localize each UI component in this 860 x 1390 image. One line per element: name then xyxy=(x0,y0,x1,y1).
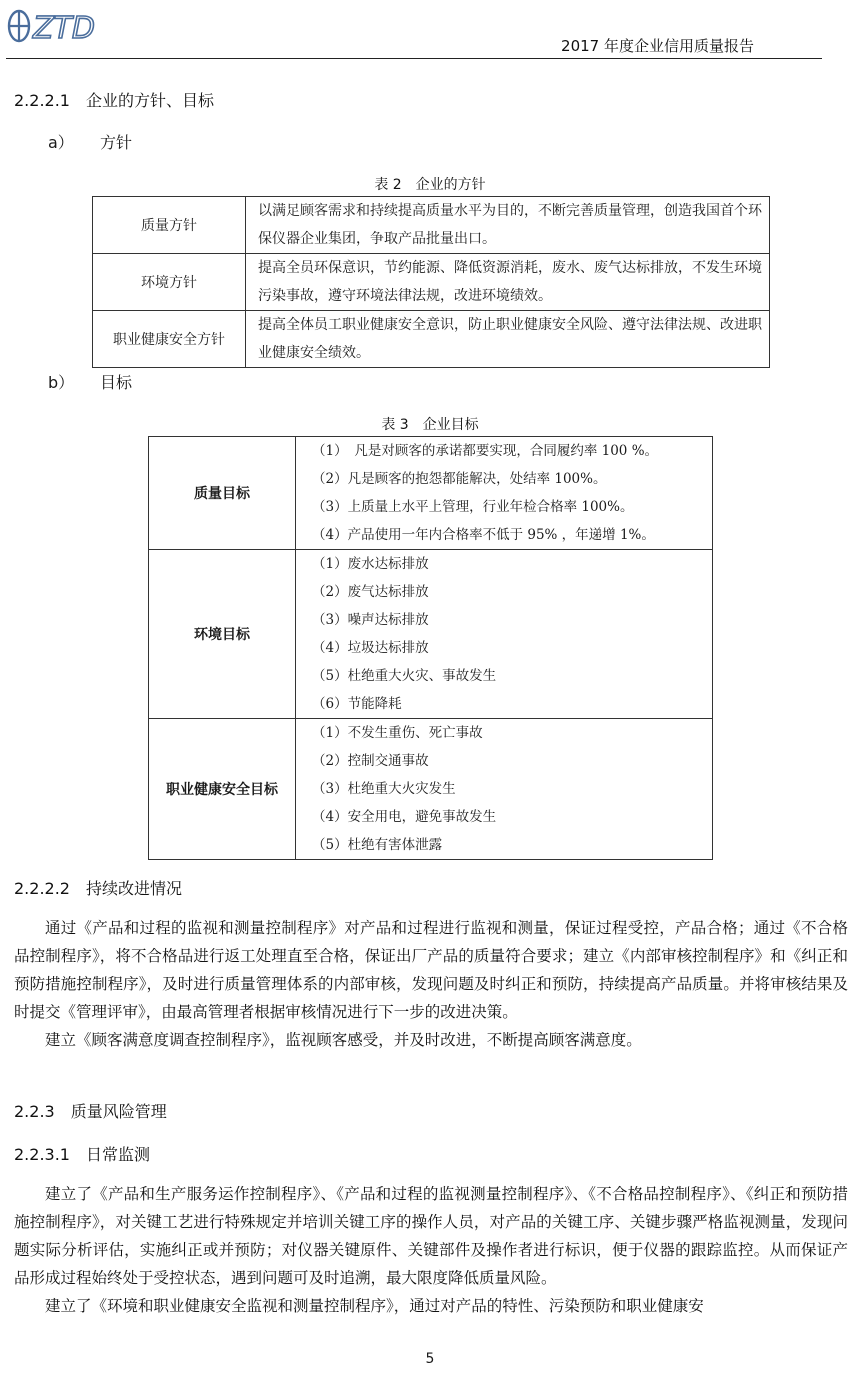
svg-text:ZTD: ZTD xyxy=(33,11,95,46)
sub-item-text: 方针 xyxy=(100,133,133,152)
policy-table xyxy=(92,196,770,368)
paragraph: 建立了《环境和职业健康安全监视和测量控制程序》，通过对产品的特性、污染预防和职业健康安 xyxy=(45,1297,704,1315)
ztd-logo-icon xyxy=(6,6,95,46)
objective-item: （3）杜绝重大火灾发生 xyxy=(312,781,456,797)
section-number: 2.2.2.1 xyxy=(14,91,70,110)
objective-item: （4）安全用电，避免事故发生 xyxy=(312,809,497,825)
policy-value: 提高全体员工职业健康安全意识，防止职业健康安全风险、遵守法律法规、改进职业健康安全绩效。 xyxy=(246,311,770,368)
company-logo xyxy=(6,6,95,46)
objective-item: （1）不发生重伤、死亡事故 xyxy=(312,725,483,741)
section-title: 质量风险管理 xyxy=(70,1102,167,1121)
objective-item: （2）废气达标排放 xyxy=(312,584,429,600)
sub-item-b xyxy=(48,370,132,393)
improvement-body xyxy=(14,914,848,1054)
policy-key: 环境方针 xyxy=(93,254,246,311)
policy-key: 质量方针 xyxy=(93,197,246,254)
policy-key: 职业健康安全方针 xyxy=(93,311,246,368)
section-heading-2222 xyxy=(14,876,182,899)
objective-item: （6）节能降耗 xyxy=(312,696,402,712)
section-number: 2.2.2.2 xyxy=(14,879,70,898)
objective-key: 质量目标 xyxy=(149,437,296,550)
objective-item: （4）垃圾达标排放 xyxy=(312,640,429,656)
section-heading-2231 xyxy=(14,1142,150,1165)
header-divider xyxy=(6,58,822,59)
table-row xyxy=(93,254,770,311)
objective-item: （3）噪声达标排放 xyxy=(312,612,429,628)
table-row xyxy=(93,311,770,368)
paragraph: 建立《顾客满意度调查控制程序》，监视顾客感受，并及时改进，不断提高顾客满意度。 xyxy=(45,1031,642,1049)
section-heading-223 xyxy=(14,1099,167,1122)
table-2-caption: 表 2 企业的方针 xyxy=(374,177,486,193)
table-row xyxy=(93,197,770,254)
section-title: 日常监测 xyxy=(85,1145,150,1164)
objective-item: （1）废水达标排放 xyxy=(312,556,429,572)
section-title: 企业的方针、目标 xyxy=(85,91,214,110)
table-row xyxy=(149,437,713,550)
objective-item: （5）杜绝有害体泄露 xyxy=(312,837,443,853)
sub-item-a xyxy=(48,130,132,153)
sub-item-text: 目标 xyxy=(100,373,133,392)
table-row xyxy=(149,550,713,719)
sub-item-marker: a） xyxy=(48,133,74,152)
objective-item: （5）杜绝重大火灾、事故发生 xyxy=(312,668,497,684)
section-heading-2221 xyxy=(14,88,214,111)
sub-item-marker: b） xyxy=(48,373,75,392)
section-number: 2.2.3 xyxy=(14,1102,55,1121)
objective-list xyxy=(296,437,713,550)
section-number: 2.2.3.1 xyxy=(14,1145,70,1164)
table-3-caption: 表 3 企业目标 xyxy=(381,417,479,433)
report-title: 2017 年度企业信用质量报告 xyxy=(561,37,754,55)
objective-list xyxy=(296,550,713,719)
paragraph: 建立了《产品和生产服务运作控制程序》、《产品和过程的监视测量控制程序》、《不合格品控制程序》、《纠正和预防措施控制程序》，对关键工艺进行特殊规定并培训关键工序的操作人员，对产品的关键工序、关键步骤严格监视测量，发现问题实际分析评估，实施纠正或并预防；对仪器关键原件、关键部件及操作者进行标识，便于仪器的跟踪监控。从而保证产品形成过程始终处于受控状态，遇到问题可及时追溯，最大限度降低质量风险。 xyxy=(14,1185,848,1287)
section-title: 持续改进情况 xyxy=(85,879,182,898)
policy-value: 以满足顾客需求和持续提高质量水平为目的，不断完善质量管理，创造我国首个环保仪器企业集团，争取产品批量出口。 xyxy=(246,197,770,254)
objective-item: （2）控制交通事故 xyxy=(312,753,429,769)
page-number: 5 xyxy=(425,1351,435,1367)
objective-item: （4）产品使用一年内合格率不低于 95% ，年递增 1%。 xyxy=(312,527,655,543)
objective-list xyxy=(296,719,713,860)
objective-item: （1） 凡是对顾客的承诺都要实现，合同履约率 100 %。 xyxy=(312,443,659,459)
objective-key: 职业健康安全目标 xyxy=(149,719,296,860)
paragraph: 通过《产品和过程的监视和测量控制程序》对产品和过程进行监视和测量，保证过程受控，产品合格；通过《不合格品控制程序》，将不合格品进行返工处理直至合格，保证出厂产品的质量符合要求；建立《内部审核控制程序》和《纠正和预防措施控制程序》，及时进行质量管理体系的内部审核，发现问题及时纠正和预防，持续提高产品质量。并将审核结果及时提交《管理评审》，由最高管理者根据审核情况进行下一步的改进决策。 xyxy=(14,919,848,1021)
monitoring-body xyxy=(14,1180,848,1348)
policy-value: 提高全员环保意识，节约能源、降低资源消耗，废水、废气达标排放，不发生环境污染事故，遵守环境法律法规，改进环境绩效。 xyxy=(246,254,770,311)
objective-item: （3）上质量上水平上管理，行业年检合格率 100%。 xyxy=(312,499,634,515)
objectives-table xyxy=(148,436,713,860)
objective-key: 环境目标 xyxy=(149,550,296,719)
table-row xyxy=(149,719,713,860)
objective-item: （2）凡是顾客的抱怨都能解决，处结率 100%。 xyxy=(312,471,607,487)
